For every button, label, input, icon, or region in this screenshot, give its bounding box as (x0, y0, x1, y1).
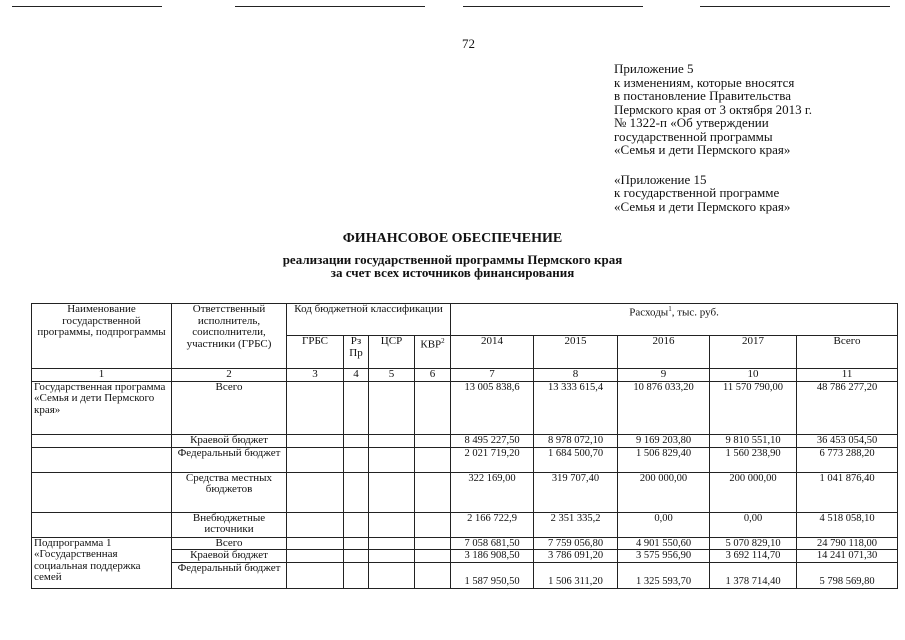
value-2015: 1 684 500,70 (534, 447, 618, 472)
value-total: 4 518 058,10 (797, 512, 898, 537)
col-number: 4 (344, 369, 369, 382)
document-title: ФИНАНСОВОЕ ОБЕСПЕЧЕНИЕ (342, 231, 563, 246)
header-name: Наименование государственной программы, подпрограммы (32, 304, 172, 369)
subprogram-name: Подпрограмма 1 «Государственная социальная поддержка семей (32, 537, 172, 588)
header-2017: 2017 (710, 336, 797, 369)
column-number-row (32, 369, 898, 382)
col-number: 1 (32, 369, 172, 382)
value-2014: 1 587 950,50 (451, 562, 534, 588)
appendix-line: № 1322-п «Об утверждении (614, 115, 769, 130)
appendix-line: в постановление Правительства (614, 88, 791, 103)
col-number: 2 (172, 369, 287, 382)
value-2016: 9 169 203,80 (618, 434, 710, 447)
value-2015: 7 759 056,80 (534, 537, 618, 550)
appendix-line: «Семья и дети Пермского края» (614, 198, 791, 214)
value-2016: 1 325 593,70 (618, 562, 710, 588)
source-cell: Внебюджетные источники (172, 512, 287, 537)
header-expenses (451, 304, 898, 336)
value-total: 6 773 288,20 (797, 447, 898, 472)
value-2015: 2 351 335,2 (534, 512, 618, 537)
value-2015: 3 786 091,20 (534, 550, 618, 563)
value-2014: 13 005 838,6 (451, 381, 534, 434)
value-2014: 3 186 908,50 (451, 550, 534, 563)
value-2014: 2 021 719,20 (451, 447, 534, 472)
value-2017: 0,00 (710, 512, 797, 537)
subtitle-line-2: за счет всех источников финансирования (330, 265, 575, 280)
source-cell: Краевой бюджет (172, 550, 287, 563)
value-2014: 2 166 722,9 (451, 512, 534, 537)
page-number: 72 (462, 36, 475, 51)
table-row (32, 537, 898, 550)
value-2016: 0,00 (618, 512, 710, 537)
financing-table (31, 303, 898, 589)
col-number: 6 (415, 369, 451, 382)
header-rz-pr: Рз Пр (344, 336, 369, 369)
expenses-footnote: 1 (668, 305, 672, 313)
appendix-line: государственной программы (614, 128, 773, 144)
source-cell: Всего (172, 381, 287, 434)
table-row (32, 381, 898, 434)
appendix-line: «Приложение 15 (614, 171, 707, 187)
value-2014: 322 169,00 (451, 472, 534, 512)
value-2014: 7 058 681,50 (451, 537, 534, 550)
value-total: 36 453 054,50 (797, 434, 898, 447)
header-rule-left (12, 6, 162, 7)
appendix-line: «Семья и дети Пермского края» (614, 142, 791, 157)
table-row (32, 472, 898, 512)
col-number: 10 (710, 369, 797, 382)
source-cell: Федеральный бюджет (172, 562, 287, 588)
expenses-label: Расходы (629, 306, 669, 319)
value-2017: 5 070 829,10 (710, 537, 797, 550)
value-total: 1 041 876,40 (797, 472, 898, 512)
source-cell: Федеральный бюджет (172, 447, 287, 472)
table-row (32, 447, 898, 472)
value-2015: 1 506 311,20 (534, 562, 618, 588)
appendix-line: Приложение 5 (614, 61, 694, 76)
value-2016: 200 000,00 (618, 472, 710, 512)
value-2015: 319 707,40 (534, 472, 618, 512)
header-2014: 2014 (451, 336, 534, 369)
program-name: Государственная программа «Семья и дети Пермского края» (32, 381, 172, 434)
document-subtitle (0, 253, 905, 279)
value-2017: 3 692 114,70 (710, 550, 797, 563)
value-2014: 8 495 227,50 (451, 434, 534, 447)
header-total: Всего (797, 336, 898, 369)
value-total: 48 786 277,20 (797, 381, 898, 434)
kvr-label: КВР (420, 338, 442, 351)
appendix-block (614, 62, 812, 213)
header-executor: Ответственный исполнитель, соисполнители, участники (ГРБС) (172, 304, 287, 369)
col-number: 9 (618, 369, 710, 382)
expenses-unit: , тыс. руб. (671, 306, 719, 319)
header-2015: 2015 (534, 336, 618, 369)
appendix-line: Пермского края от 3 октября 2013 г. (614, 101, 813, 117)
header-rule-right (463, 6, 643, 7)
header-budget-code: Код бюджетной классификации (287, 304, 451, 336)
value-total: 24 790 118,00 (797, 537, 898, 550)
header-rule-middle (235, 6, 425, 7)
table-row (32, 434, 898, 447)
value-2017: 200 000,00 (710, 472, 797, 512)
value-2016: 10 876 033,20 (618, 381, 710, 434)
header-rule-far-right (700, 6, 890, 7)
col-number: 5 (369, 369, 415, 382)
appendix-line: к государственной программе (614, 185, 780, 200)
source-cell: Средства местных бюджетов (172, 472, 287, 512)
value-2016: 4 901 550,60 (618, 537, 710, 550)
value-2017: 11 570 790,00 (710, 381, 797, 434)
kvr-footnote: 2 (441, 337, 445, 345)
value-2017: 1 378 714,40 (710, 562, 797, 588)
header-kvr (415, 336, 451, 369)
value-total: 14 241 071,30 (797, 550, 898, 563)
table-row (32, 512, 898, 537)
appendix-line: к изменениям, которые вносятся (614, 74, 795, 90)
col-number: 7 (451, 369, 534, 382)
header-csr: ЦСР (369, 336, 415, 369)
value-2015: 8 978 072,10 (534, 434, 618, 447)
col-number: 8 (534, 369, 618, 382)
col-number: 11 (797, 369, 898, 382)
value-2017: 1 560 238,90 (710, 447, 797, 472)
subtitle-line-1: реализации государственной программы Пермского края (282, 252, 623, 267)
value-total: 5 798 569,80 (797, 562, 898, 588)
source-cell: Всего (172, 537, 287, 550)
source-cell: Краевой бюджет (172, 434, 287, 447)
header-grbs: ГРБС (287, 336, 344, 369)
value-2017: 9 810 551,10 (710, 434, 797, 447)
value-2016: 3 575 956,90 (618, 550, 710, 563)
value-2016: 1 506 829,40 (618, 447, 710, 472)
col-number: 3 (287, 369, 344, 382)
header-2016: 2016 (618, 336, 710, 369)
value-2015: 13 333 615,4 (534, 381, 618, 434)
